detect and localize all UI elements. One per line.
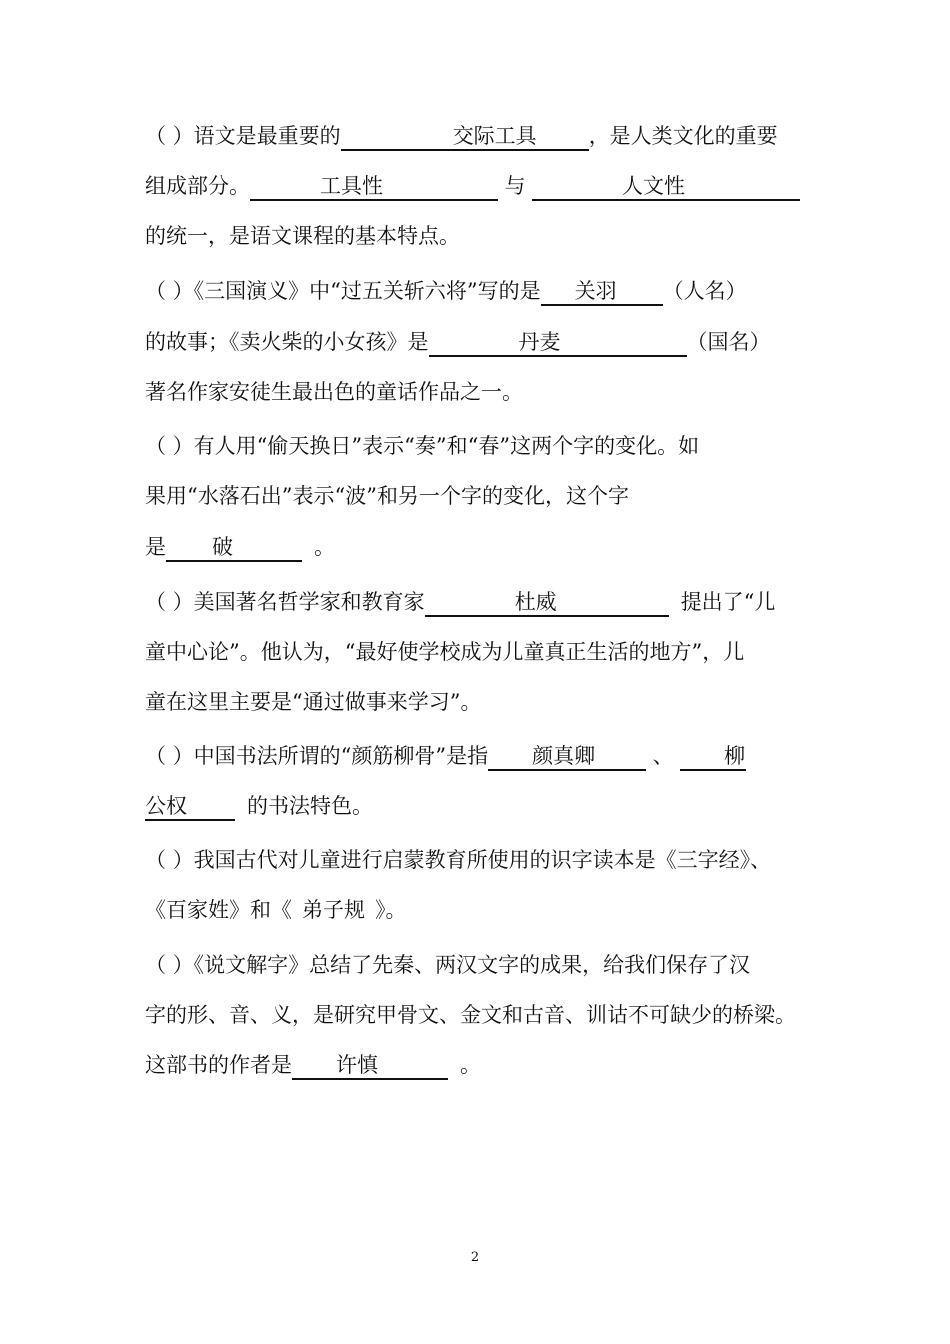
question-text: 组成部分。 [145,174,250,198]
question-text: 》。 [375,898,407,922]
answer-blank [532,171,800,201]
answer-blank [488,741,646,771]
question-text: ，是人类文化的重要 [588,124,778,148]
answer-blank [541,276,663,306]
question-3-line-1 [145,426,810,466]
question-text: 童在这里主要是“通过做事来学习”。 [145,690,482,714]
question-text: 、 [652,744,674,768]
question-4-line-2 [145,632,810,672]
question-7-line-1 [145,945,810,985]
answer-text: 公权 [145,794,187,818]
question-7-line-2 [145,995,810,1035]
answer-text: 弟子规 [302,898,365,922]
question-text: 著名作家安徒生最出色的童话作品之一。 [145,380,523,404]
answer-text: 破 [212,535,233,559]
question-6-line-2 [145,890,810,930]
question-text: 提出了“儿 [680,590,776,614]
answer-blank [292,1050,448,1080]
answer-text: 丹麦 [518,330,561,354]
question-text: 是 [145,535,166,559]
question-text: 。 [314,535,335,559]
question-text: 果用“水落石出”表示“波”和另一个字的变化，这个字 [145,484,629,508]
question-text: 字的形、音、义，是研究甲骨文、金文和古音、训诂不可缺少的桥梁。 [145,1003,796,1027]
question-3-line-3 [145,527,810,567]
answer-blank [250,171,498,201]
question-text: 这部书的作者是 [145,1053,292,1077]
question-7-line-3 [145,1045,810,1085]
answer-text: 人文性 [622,174,685,198]
answer-text: 交际工具 [452,124,537,148]
question-text: （ ）语文是最重要的 [145,124,341,148]
answer-blank [680,741,746,771]
page-number: 2 [470,1250,480,1265]
question-2-line-1 [145,271,810,311]
question-text: （ ）我国古代对儿童进行启蒙教育所使用的识字读本是《三字经》、 [145,848,772,872]
question-text: （国名） [686,330,771,354]
question-text: 的统一，是语文课程的基本特点。 [145,224,460,248]
question-5-line-1 [145,736,810,776]
question-text: 童中心论”。他认为，“最好使学校成为儿童真正生活的地方”，儿 [145,640,745,664]
answer-blank [341,121,589,151]
question-1-line-3 [145,216,810,256]
question-text: 的书法特色。 [247,794,373,818]
question-6-line-1 [145,840,810,880]
question-text: 与 [504,174,526,198]
answer-text: 颜真卿 [532,744,596,768]
question-text: 的故事；《卖火柴的小女孩》是 [145,330,429,354]
answer-blank [166,532,302,562]
question-3-line-2 [145,476,810,516]
question-2-line-3 [145,372,810,412]
question-2-line-2 [145,322,810,362]
question-5-line-2 [145,786,810,826]
answer-text: 工具性 [320,174,383,198]
answer-blank [425,587,669,617]
question-text: 《百家姓》和《 [145,898,292,922]
question-text: （ ）中国书法所谓的“颜筋柳骨”是指 [145,744,489,768]
question-1-line-1 [145,116,810,156]
answer-text: 杜威 [514,590,557,614]
question-4-line-1 [145,582,810,622]
answer-text: 柳 [724,744,746,768]
answer-text: 关羽 [574,279,617,303]
question-text: （ ）有人用“偷天换日”表示“奏”和“春”这两个字的变化。如 [145,434,700,458]
question-4-line-3 [145,682,810,722]
question-text: （ ）《说文解字》总结了先秦、两汉文字的成果，给我们保存了汉 [145,953,751,977]
question-text: 。 [460,1053,481,1077]
question-1-line-2 [145,166,810,206]
question-text: （ ）美国著名哲学家和教育家 [145,590,425,614]
question-text: （ ）《三国演义》中“过五关斩六将”写的是 [145,279,541,303]
question-text: （人名） [662,279,747,303]
answer-blank [145,791,235,821]
answer-text: 许慎 [336,1053,378,1077]
answer-blank [429,327,687,357]
